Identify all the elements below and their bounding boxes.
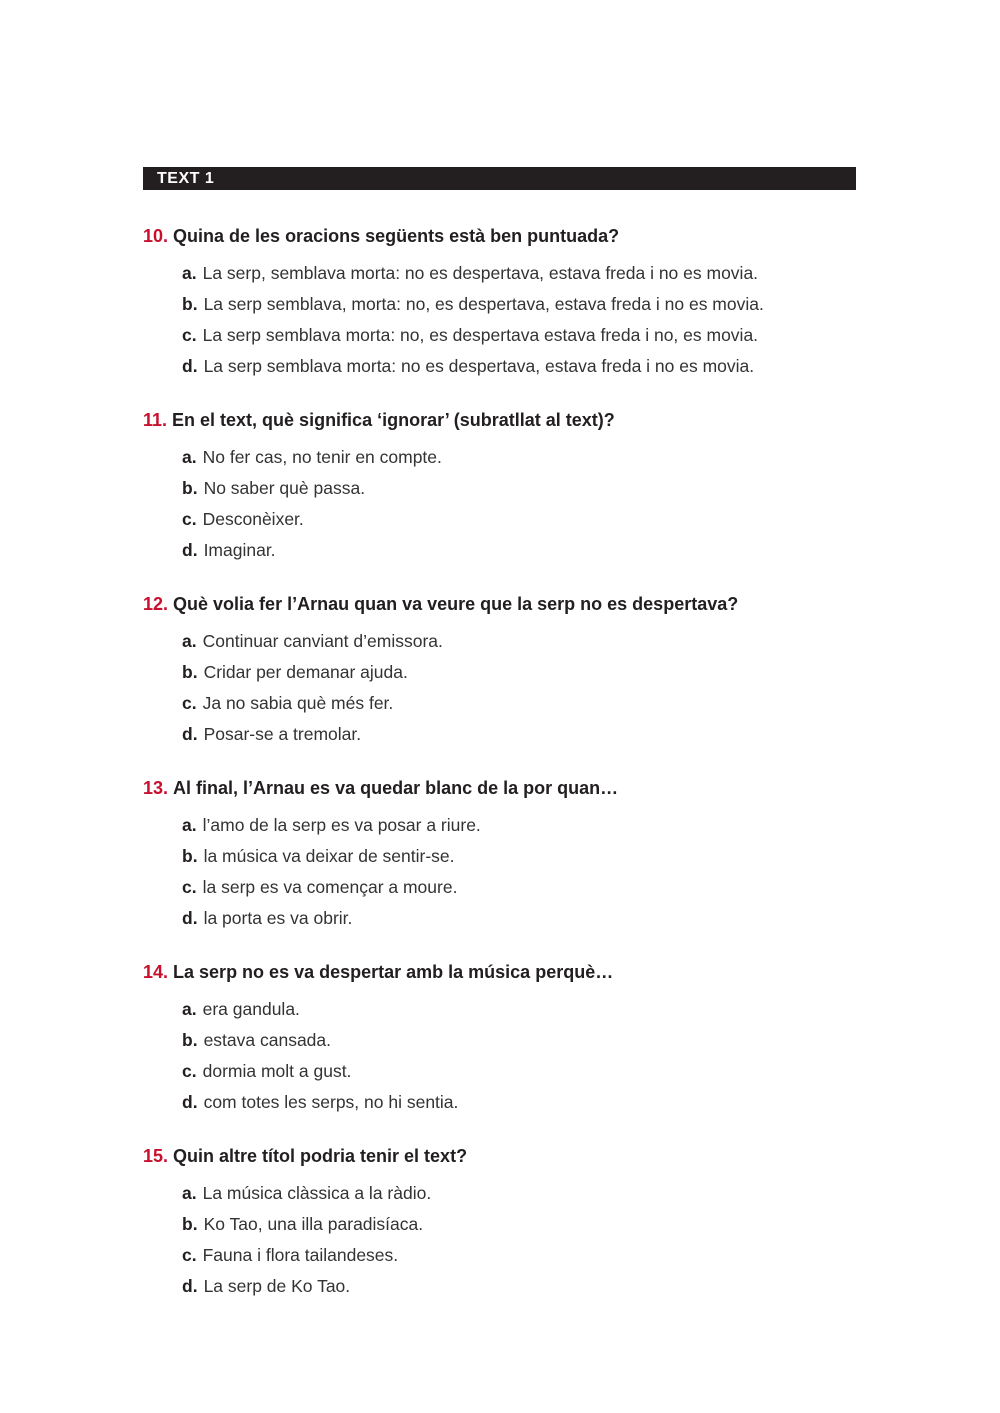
option-letter: d. [182,1092,198,1112]
option-a[interactable] [182,810,863,841]
option-a[interactable] [182,626,863,657]
option-letter: b. [182,662,198,682]
question-number: 13. [143,778,169,798]
option-letter: d. [182,1276,198,1296]
option-a[interactable] [182,442,863,473]
option-d[interactable] [182,719,863,750]
option-a[interactable] [182,1178,863,1209]
question-title [143,1144,863,1168]
option-letter: a. [182,447,197,467]
question-14 [143,960,863,1118]
option-letter: c. [182,1061,197,1081]
question-11 [143,408,863,566]
option-text: La música clàssica a la ràdio. [202,1183,432,1203]
option-a[interactable] [182,258,863,289]
question-number: 15. [143,1146,169,1166]
option-d[interactable] [182,1271,863,1302]
option-letter: b. [182,1030,198,1050]
options-list [182,626,863,750]
option-c[interactable] [182,1240,863,1271]
option-d[interactable] [182,351,863,382]
option-letter: a. [182,999,197,1019]
option-letter: b. [182,846,198,866]
option-text: Ja no sabia què més fer. [202,693,394,713]
question-text: La serp no es va despertar amb la música perquè… [173,962,614,982]
option-text: Posar-se a tremolar. [203,724,362,744]
option-text: Imaginar. [203,540,276,560]
option-text: La serp semblava, morta: no, es despertava, estava freda i no es movia. [203,294,764,314]
option-letter: c. [182,1245,197,1265]
option-d[interactable] [182,535,863,566]
option-c[interactable] [182,1056,863,1087]
options-list [182,1178,863,1302]
option-b[interactable] [182,657,863,688]
option-text: la porta es va obrir. [203,908,353,928]
option-letter: d. [182,356,198,376]
option-letter: b. [182,478,198,498]
question-title [143,776,863,800]
option-text: La serp, semblava morta: no es despertava, estava freda i no es movia. [202,263,759,283]
question-number: 10. [143,226,169,246]
option-b[interactable] [182,289,863,320]
question-number: 14. [143,962,169,982]
question-10 [143,224,863,382]
option-text: era gandula. [202,999,300,1019]
option-text: Fauna i flora tailandeses. [202,1245,399,1265]
question-13 [143,776,863,934]
question-text: Al final, l’Arnau es va quedar blanc de la por quan… [173,778,619,798]
option-b[interactable] [182,473,863,504]
option-c[interactable] [182,872,863,903]
option-text: Desconèixer. [202,509,304,529]
option-letter: d. [182,908,198,928]
options-list [182,994,863,1118]
option-c[interactable] [182,688,863,719]
option-text: Continuar canviant d’emissora. [202,631,443,651]
option-letter: d. [182,540,198,560]
option-letter: d. [182,724,198,744]
option-text: La serp de Ko Tao. [203,1276,351,1296]
question-text: En el text, què significa ‘ignorar’ (subratllat al text)? [172,410,615,430]
options-list [182,442,863,566]
option-text: La serp semblava morta: no es despertava, estava freda i no es movia. [203,356,755,376]
option-b[interactable] [182,1209,863,1240]
question-number: 11. [143,410,168,430]
option-text: Cridar per demanar ajuda. [203,662,408,682]
option-text: la serp es va començar a moure. [202,877,458,897]
question-title [143,592,863,616]
question-title [143,960,863,984]
option-text: l’amo de la serp es va posar a riure. [202,815,481,835]
question-text: Quin altre títol podria tenir el text? [173,1146,468,1166]
option-text: Ko Tao, una illa paradisíaca. [203,1214,424,1234]
question-title [143,408,863,432]
options-list [182,810,863,934]
options-list [182,258,863,382]
question-12 [143,592,863,750]
option-letter: a. [182,1183,197,1203]
option-letter: a. [182,815,197,835]
option-letter: c. [182,877,197,897]
option-letter: c. [182,325,197,345]
option-letter: b. [182,294,198,314]
option-c[interactable] [182,320,863,351]
option-letter: c. [182,693,197,713]
option-a[interactable] [182,994,863,1025]
option-letter: a. [182,631,197,651]
option-letter: b. [182,1214,198,1234]
option-text: estava cansada. [203,1030,332,1050]
question-text: Què volia fer l’Arnau quan va veure que la serp no es despertava? [173,594,739,614]
option-text: la música va deixar de sentir-se. [203,846,455,866]
option-c[interactable] [182,504,863,535]
option-b[interactable] [182,841,863,872]
option-text: No saber què passa. [203,478,366,498]
option-letter: c. [182,509,197,529]
question-text: Quina de les oracions següents està ben puntuada? [173,226,620,246]
question-title [143,224,863,248]
option-text: No fer cas, no tenir en compte. [202,447,442,467]
option-text: com totes les serps, no hi sentia. [203,1092,459,1112]
section-title: TEXT 1 [157,170,215,187]
option-text: dormia molt a gust. [202,1061,352,1081]
question-15 [143,1144,863,1302]
option-text: La serp semblava morta: no, es despertava estava freda i no, es movia. [202,325,759,345]
section-header [143,167,856,190]
question-number: 12. [143,594,169,614]
option-b[interactable] [182,1025,863,1056]
option-letter: a. [182,263,197,283]
option-d[interactable] [182,903,863,934]
option-d[interactable] [182,1087,863,1118]
